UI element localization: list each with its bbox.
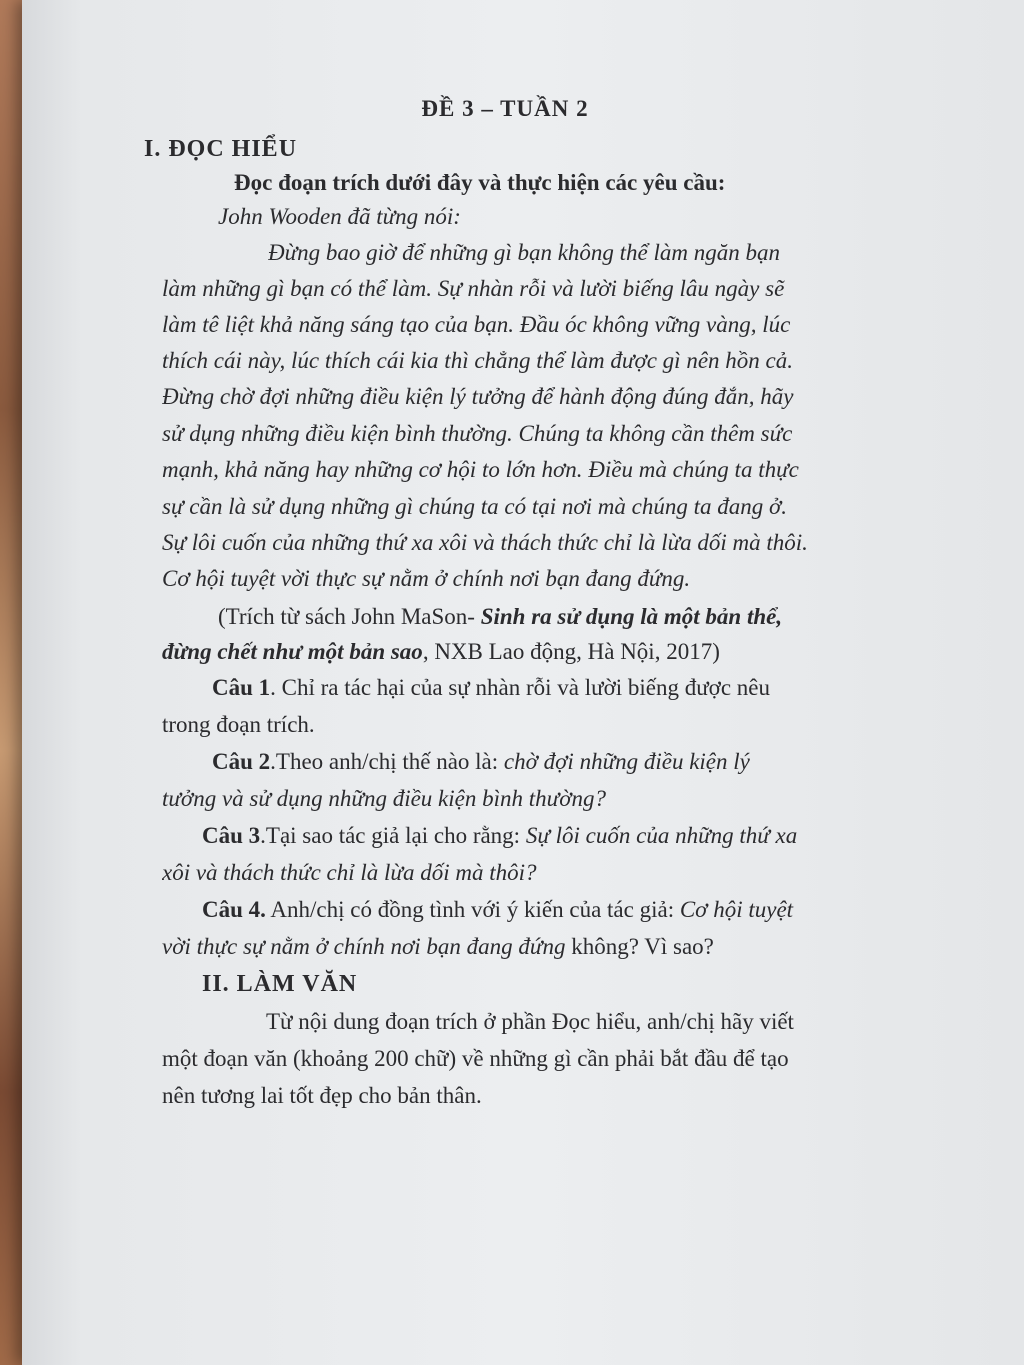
question-label: Câu 1 bbox=[212, 675, 271, 700]
source-citation-line1 bbox=[218, 600, 954, 634]
passage-line: sử dụng những điều kiện bình thường. Chúng ta không cần thêm sức bbox=[162, 421, 793, 446]
question-2 bbox=[212, 745, 954, 779]
question-1-cont: trong đoạn trích. bbox=[162, 712, 315, 737]
source-citation-line2 bbox=[162, 635, 954, 669]
passage-line: Đừng chờ đợi những điều kiện lý tưởng để hành động đúng đắn, hãy bbox=[162, 384, 794, 409]
question-text: không? Vì sao? bbox=[565, 934, 714, 959]
question-1 bbox=[212, 671, 954, 705]
question-quote: Cơ hội tuyệt bbox=[679, 897, 794, 922]
writing-prompt-line: nên tương lai tốt đẹp cho bản thân. bbox=[162, 1083, 482, 1108]
question-text: .Tại sao tác giả lại cho rằng: bbox=[260, 823, 526, 848]
writing-prompt-line: Từ nội dung đoạn trích ở phần Đọc hiểu, anh/chị hãy viết bbox=[266, 1009, 794, 1034]
question-quote: Sự lôi cuốn của những thứ xa bbox=[525, 823, 798, 848]
source-prefix: (Trích từ sách John MaSon- bbox=[218, 604, 481, 629]
question-text: . Chỉ ra tác hại của sự nhàn rỗi và lười biếng được nêu bbox=[270, 675, 771, 700]
source-book-title-cont: đừng chết như một bản sao bbox=[162, 639, 423, 664]
section-heading-reading: I. ĐỌC HIỂU bbox=[144, 136, 298, 162]
passage-intro: John Wooden đã từng nói: bbox=[218, 204, 461, 229]
passage-line: thích cái này, lúc thích cái kia thì chẳng thể làm được gì nên hồn cả. bbox=[162, 348, 793, 373]
question-text: Anh/chị có đồng tình với ý kiến của tác giả: bbox=[265, 897, 680, 922]
question-3 bbox=[202, 819, 954, 853]
question-2-cont: tưởng và sử dụng những điều kiện bình thường? bbox=[162, 786, 606, 811]
question-label: Câu 2 bbox=[212, 749, 271, 774]
page-title: ĐỀ 3 – TUẦN 2 bbox=[421, 96, 589, 121]
passage-line: Sự lôi cuốn của những thứ xa xôi và thách thức chỉ là lừa dối mà thôi. bbox=[162, 530, 808, 555]
question-quote: vời thực sự nằm ở chính nơi bạn đang đứng bbox=[162, 934, 566, 959]
question-3-cont: xôi và thách thức chỉ là lừa dối mà thôi? bbox=[162, 860, 537, 885]
passage-line: làm tê liệt khả năng sáng tạo của bạn. Đầu óc không vững vàng, lúc bbox=[162, 312, 791, 337]
passage-line: làm những gì bạn có thể làm. Sự nhàn rỗi và lười biếng lâu ngày sẽ bbox=[162, 276, 785, 301]
reading-instruction: Đọc đoạn trích dưới đây và thực hiện các yêu cầu: bbox=[234, 170, 726, 195]
writing-prompt-line: một đoạn văn (khoảng 200 chữ) về những gì cần phải bắt đầu để tạo bbox=[162, 1046, 789, 1071]
passage-line: sự cần là sử dụng những gì chúng ta có tại nơi mà chúng ta đang ở. bbox=[162, 494, 788, 519]
question-4-cont bbox=[162, 930, 954, 964]
passage-line: Cơ hội tuyệt vời thực sự nằm ở chính nơi bạn đang đứng. bbox=[162, 566, 691, 591]
source-book-title: Sinh ra sử dụng là một bản thể, bbox=[480, 604, 783, 629]
section-heading-writing: II. LÀM VĂN bbox=[202, 971, 358, 997]
question-4 bbox=[202, 893, 954, 927]
question-text: .Theo anh/chị thế nào là: bbox=[270, 749, 504, 774]
exam-page bbox=[22, 0, 1024, 1365]
passage-line: mạnh, khả năng hay những cơ hội to lớn hơn. Điều mà chúng ta thực bbox=[162, 457, 799, 482]
question-label: Câu 3 bbox=[202, 823, 261, 848]
question-quote: chờ đợi những điều kiện lý bbox=[503, 749, 750, 774]
passage-line: Đừng bao giờ để những gì bạn không thể làm ngăn bạn bbox=[268, 240, 781, 265]
source-suffix: , NXB Lao động, Hà Nội, 2017) bbox=[422, 639, 720, 664]
question-label: Câu 4. bbox=[202, 897, 266, 922]
